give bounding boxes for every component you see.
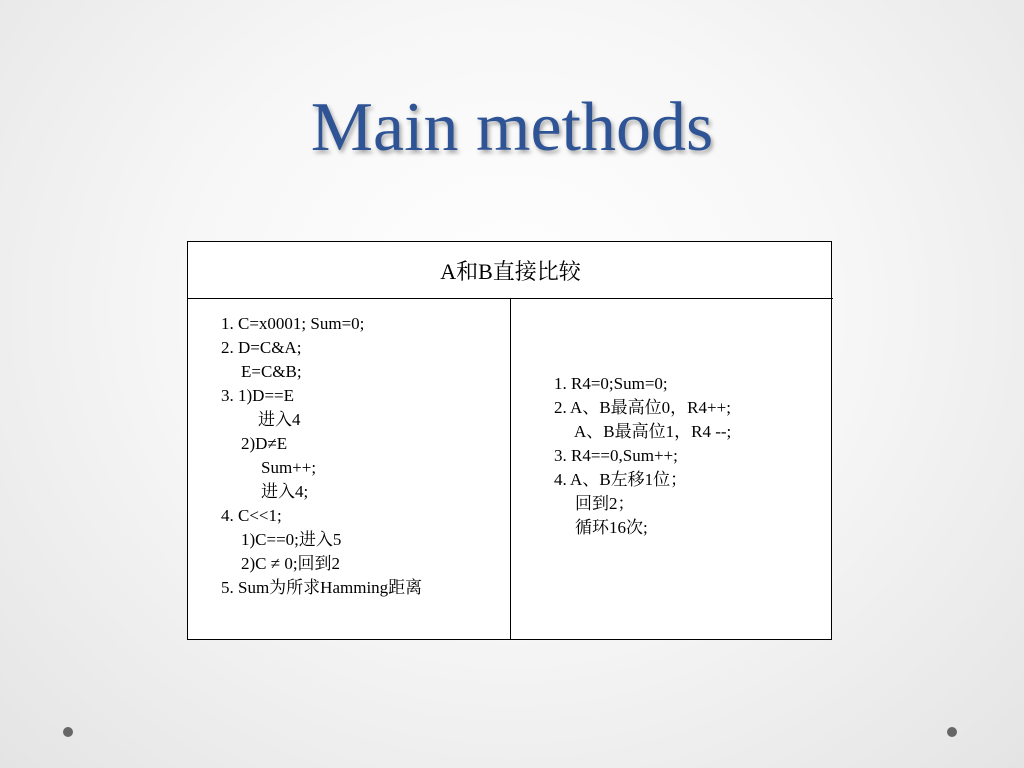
left-line-10: 1)C==0;进入5 — [241, 530, 342, 549]
comparison-table — [187, 241, 832, 640]
left-line-9: 4. C<<1; — [221, 506, 282, 525]
right-line-5: 4. A、B左移1位； — [554, 470, 688, 489]
left-method-cell — [188, 299, 511, 639]
slide-title: Main methods — [310, 89, 714, 166]
left-line-12: 5. Sum为所求Hamming距离 — [221, 578, 423, 597]
right-line-7: 循环16次; — [575, 518, 648, 537]
left-line-2: 2. D=C&A; — [221, 338, 302, 357]
right-line-2: 2. A、B最高位0，R4++; — [554, 398, 731, 417]
right-line-6: 回到2； — [575, 494, 635, 513]
right-method-cell — [511, 299, 831, 639]
right-line-3: A、B最高位1，R4 --; — [574, 422, 732, 441]
left-line-1: 1. C=x0001; Sum=0; — [221, 314, 365, 333]
right-line-4: 3. R4==0,Sum++; — [554, 446, 678, 465]
left-line-3: E=C&B; — [241, 362, 302, 381]
right-line-1: 1. R4=0;Sum=0; — [554, 374, 668, 393]
left-nav-dot — [63, 727, 73, 737]
left-line-7: Sum++; — [261, 458, 317, 477]
left-line-6: 2)D≠E — [241, 434, 288, 453]
left-line-8: 进入4; — [261, 482, 309, 501]
right-nav-dot — [947, 727, 957, 737]
table-header: A和B直接比较 — [188, 242, 833, 299]
left-line-5: 进入4 — [258, 410, 301, 429]
left-line-11: 2)C ≠ 0;回到2 — [241, 554, 341, 573]
left-line-4: 3. 1)D==E — [221, 386, 294, 405]
